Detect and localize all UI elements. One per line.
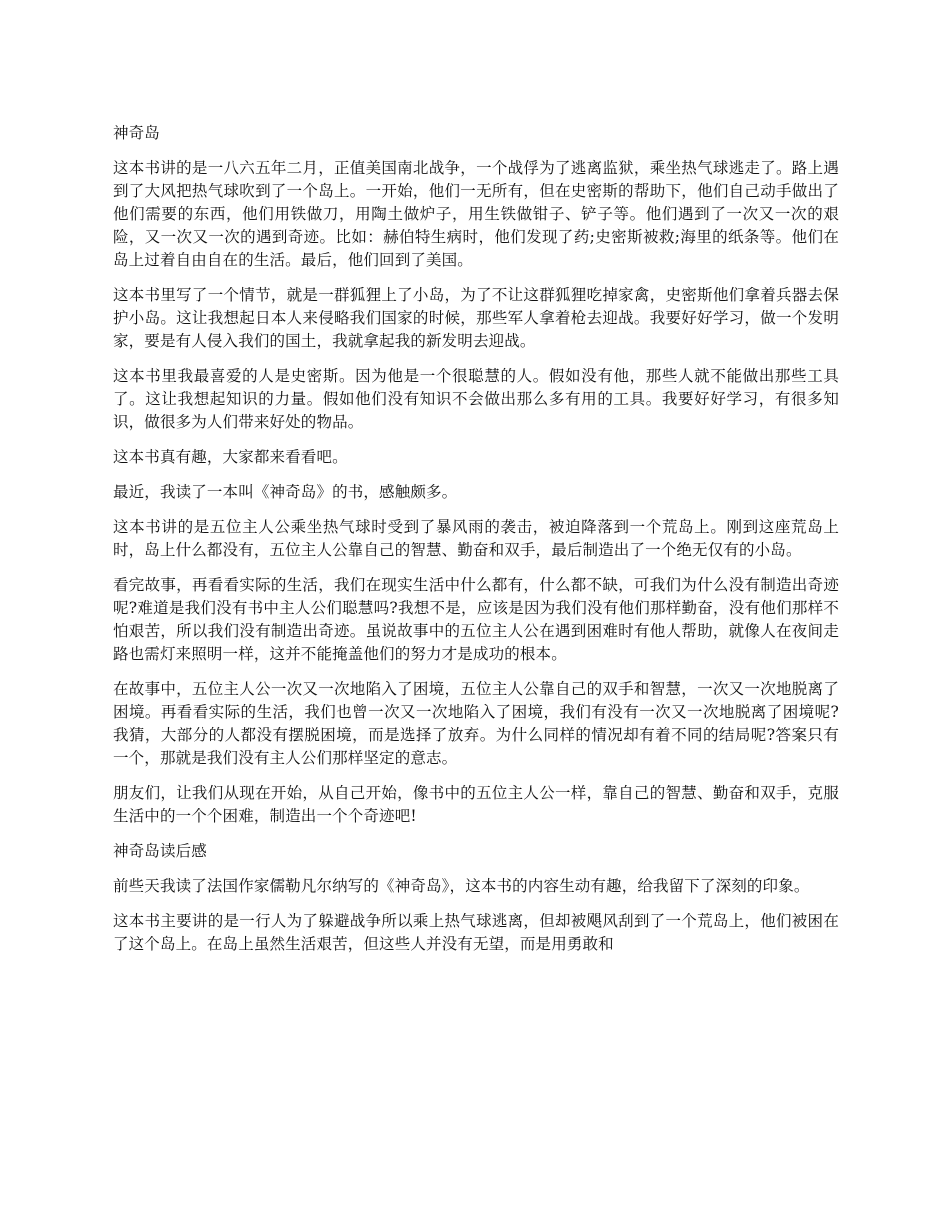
- paragraph: 这本书里写了一个情节，就是一群狐狸上了小岛，为了不让这群狐狸吃掉家禽，史密斯他们拿着兵器去保护小岛。这让我想起日本人来侵略我们国家的时候，那些军人拿着枪去迎战。我要好好学习，做一个发明家，要是有人侵入我们的国土，我就拿起我的新发明去迎战。: [113, 286, 839, 350]
- section-title: 神奇岛读后感: [113, 842, 207, 860]
- paragraph: 这本书里我最喜爱的人是史密斯。因为他是一个很聪慧的人。假如没有他，那些人就不能做出那些工具了。这让我想起知识的力量。假如他们没有知识不会做出那么多有用的工具。我要好好学习，有很多知识，做很多为人们带来好处的物品。: [113, 367, 839, 431]
- paragraph: 这本书讲的是一八六五年二月，正值美国南北战争，一个战俘为了逃离监狱，乘坐热气球逃走了。路上遇到了大风把热气球吹到了一个岛上。一开始，他们一无所有，但在史密斯的帮助下，他们自己动手做出了他们需要的东西，他们用铁做刀，用陶土做炉子，用生铁做钳子、铲子等。他们遇到了一次又一次的艰险，又一次又一次的遇到奇迹。比如：赫伯特生病时，他们发现了药;史密斯被救;海里的纸条等。他们在岛上过着自由自在的生活。最后，他们回到了美国。: [113, 159, 839, 269]
- document-page: [113, 122, 839, 968]
- section-title: 神奇岛: [113, 124, 160, 142]
- paragraph: 朋友们，让我们从现在开始，从自己开始，像书中的五位主人公一样，靠自己的智慧、勤奋和双手，克服生活中的一个个困难，制造出一个个奇迹吧!: [113, 784, 839, 825]
- paragraph: 这本书真有趣，大家都来看看吧。: [113, 448, 348, 466]
- paragraph: 在故事中，五位主人公一次又一次地陷入了困境，五位主人公靠自己的双手和智慧，一次又一次地脱离了困境。再看看实际的生活，我们也曾一次又一次地陷入了困境，我们有没有一次又一次地脱离了困境呢?我猜，大部分的人都没有摆脱困境，而是选择了放弃。为什么同样的情况却有着不同的结局呢?答案只有一个，那就是我们没有主人公们那样坚定的意志。: [113, 680, 839, 767]
- paragraph: 这本书主要讲的是一行人为了躲避战争所以乘上热气球逃离，但却被飓风刮到了一个荒岛上，他们被困在了这个岛上。在岛上虽然生活艰苦，但这些人并没有无望，而是用勇敢和: [113, 912, 839, 953]
- paragraph: 这本书讲的是五位主人公乘坐热气球时受到了暴风雨的袭击，被迫降落到一个荒岛上。刚到这座荒岛上时，岛上什么都没有，五位主人公靠自己的智慧、勤奋和双手，最后制造出了一个绝无仅有的小岛。: [113, 518, 839, 559]
- paragraph: 看完故事，再看看实际的生活，我们在现实生活中什么都有，什么都不缺，可我们为什么没有制造出奇迹呢?难道是我们没有书中主人公们聪慧吗?我想不是，应该是因为我们没有他们那样勤奋，没有他们那样不怕艰苦，所以我们没有制造出奇迹。虽说故事中的五位主人公在遇到困难时有他人帮助，就像人在夜间走路也需灯来照明一样，这并不能掩盖他们的努力才是成功的根本。: [113, 576, 839, 663]
- paragraph: 前些天我读了法国作家儒勒凡尔纳写的《神奇岛》，这本书的内容生动有趣，给我留下了深刻的印象。: [113, 877, 810, 895]
- paragraph: 最近，我读了一本叫《神奇岛》的书，感触颇多。: [113, 483, 458, 501]
